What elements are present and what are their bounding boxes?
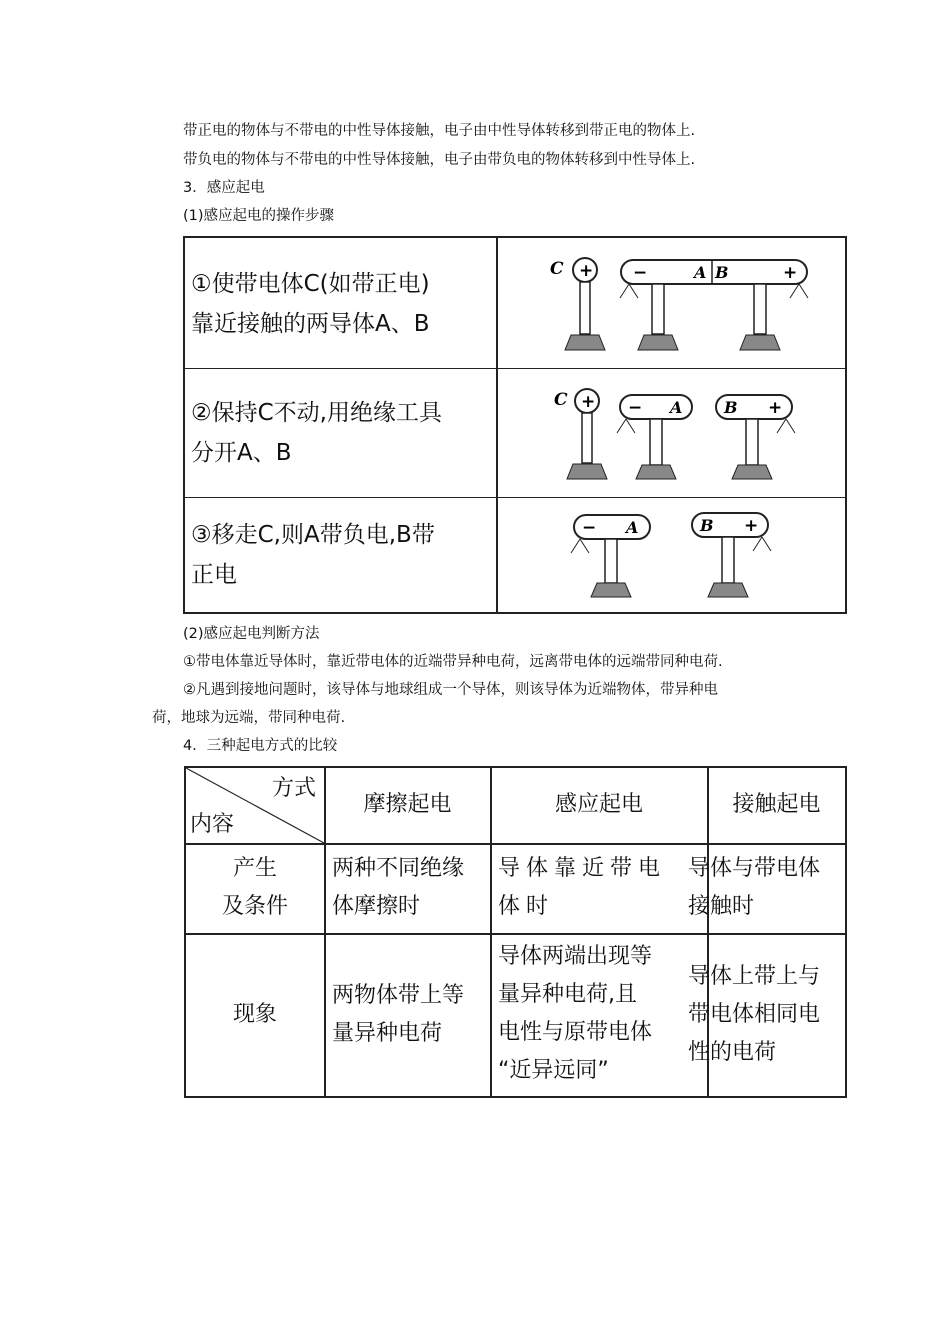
step3-figure bbox=[498, 498, 845, 610]
corner-bottom-label: 内容 bbox=[190, 812, 235, 837]
cell-line: 量异种电荷 bbox=[332, 1021, 443, 1046]
cell-line: 带电体相同电 bbox=[688, 1002, 821, 1027]
row-label-condition bbox=[186, 850, 324, 926]
paragraph-rule-2-cont: 荷，地球为远端，带同种电荷. bbox=[152, 710, 346, 726]
plus-sign: + bbox=[744, 516, 759, 536]
cell-line: 导体上带上与 bbox=[688, 964, 821, 989]
cell-induction-condition bbox=[498, 850, 666, 926]
column-header-friction: 摩擦起电 bbox=[363, 792, 452, 817]
table-row bbox=[185, 238, 845, 369]
cell-line: “近异远同” bbox=[498, 1058, 609, 1083]
table-row bbox=[185, 369, 845, 498]
cell-contact-condition bbox=[688, 850, 820, 926]
cell-line: 量异种电荷,且 bbox=[498, 982, 637, 1007]
corner-top-label: 方式 bbox=[272, 776, 317, 801]
step-text-line: ③移走C,则A带负电,B带 bbox=[191, 522, 435, 548]
cell-line: 体摩擦时 bbox=[332, 894, 421, 919]
cell-line: 两物体带上等 bbox=[332, 983, 465, 1008]
heading-induction-steps: (1)感应起电的操作步骤 bbox=[183, 208, 335, 224]
cell-induction-phenomenon bbox=[498, 938, 652, 1090]
label-a: A bbox=[670, 398, 683, 417]
heading-judgement: (2)感应起电判断方法 bbox=[183, 626, 320, 642]
cell-line: 导体与带电体 bbox=[688, 856, 821, 881]
stand-post bbox=[754, 284, 766, 334]
stand-post bbox=[722, 537, 734, 583]
label-b: B bbox=[700, 516, 714, 535]
stand-base bbox=[565, 335, 605, 350]
minus-sign: − bbox=[633, 263, 648, 283]
step2-figure bbox=[498, 369, 845, 496]
cell-line: 体时 bbox=[498, 894, 555, 919]
minus-sign: − bbox=[628, 398, 643, 418]
column-header-contact: 接触起电 bbox=[732, 792, 821, 817]
stand-base bbox=[591, 583, 631, 597]
step-text-line: 靠近接触的两导体A、B bbox=[191, 311, 430, 337]
plus-sign: + bbox=[768, 398, 783, 418]
stand-base bbox=[638, 335, 678, 350]
cell-line: 导体两端出现等 bbox=[498, 944, 653, 969]
cell-line: 性的电荷 bbox=[688, 1040, 777, 1065]
stand-base bbox=[708, 583, 748, 597]
table-row bbox=[185, 498, 845, 612]
column-header-induction: 感应起电 bbox=[554, 792, 643, 817]
label-c: C bbox=[550, 259, 564, 279]
row-label-phenomenon: 现象 bbox=[232, 1002, 277, 1027]
row-label-line: 产生 bbox=[232, 856, 277, 881]
conductors-ab bbox=[621, 260, 807, 284]
step-text-line: 分开A、B bbox=[191, 440, 292, 466]
stand-post bbox=[580, 282, 590, 334]
paragraph-rule-2: ②凡遇到接地问题时，该导体与地球组成一个导体，则该导体为近端物体，带异种电 bbox=[183, 682, 718, 698]
label-b: B bbox=[724, 398, 738, 417]
stand-base bbox=[740, 335, 780, 350]
step1-figure bbox=[498, 238, 845, 367]
cell-line: 导体靠近带电 bbox=[498, 856, 667, 881]
paragraph-rule-1: ①带电体靠近导体时，靠近带电体的近端带异种电荷，远离带电体的远端带同种电荷. bbox=[183, 654, 723, 670]
stand-base bbox=[567, 464, 607, 479]
stand-post bbox=[650, 419, 662, 465]
stand-post bbox=[652, 284, 664, 334]
stand-post bbox=[582, 413, 592, 463]
label-c: C bbox=[554, 390, 568, 410]
plus-sign: + bbox=[783, 263, 798, 283]
step-text-line: 正电 bbox=[191, 562, 237, 588]
cell-friction-phenomenon bbox=[332, 977, 464, 1053]
plus-sign: + bbox=[581, 392, 596, 412]
plus-sign: + bbox=[579, 261, 594, 281]
step-text-line: ①使带电体C(如带正电) bbox=[191, 271, 430, 297]
stand-post bbox=[605, 539, 617, 583]
comparison-table bbox=[184, 766, 847, 1098]
label-a: A bbox=[694, 263, 707, 282]
stand-base bbox=[636, 465, 676, 479]
label-b: B bbox=[715, 263, 729, 282]
cell-line: 接触时 bbox=[688, 894, 755, 919]
cell-contact-phenomenon bbox=[688, 958, 820, 1072]
cell-friction-condition bbox=[332, 850, 464, 926]
paragraph-positive-contact: 带正电的物体与不带电的中性导体接触，电子由中性导体转移到带正电的物体上. bbox=[183, 123, 696, 139]
induction-steps-table bbox=[183, 236, 847, 614]
row-label-line: 及条件 bbox=[221, 894, 288, 919]
paragraph-negative-contact: 带负电的物体与不带电的中性导体接触，电子由带负电的物体转移到中性导体上. bbox=[183, 152, 696, 168]
heading-induction: 3．感应起电 bbox=[183, 180, 265, 196]
step-text-line: ②保持C不动,用绝缘工具 bbox=[191, 400, 442, 426]
minus-sign: − bbox=[582, 518, 597, 538]
cell-line: 电性与原带电体 bbox=[498, 1020, 653, 1045]
stand-base bbox=[732, 465, 772, 479]
heading-comparison: 4．三种起电方式的比较 bbox=[183, 738, 338, 754]
stand-post bbox=[746, 419, 758, 465]
label-a: A bbox=[626, 518, 639, 537]
cell-line: 两种不同绝缘 bbox=[332, 856, 465, 881]
